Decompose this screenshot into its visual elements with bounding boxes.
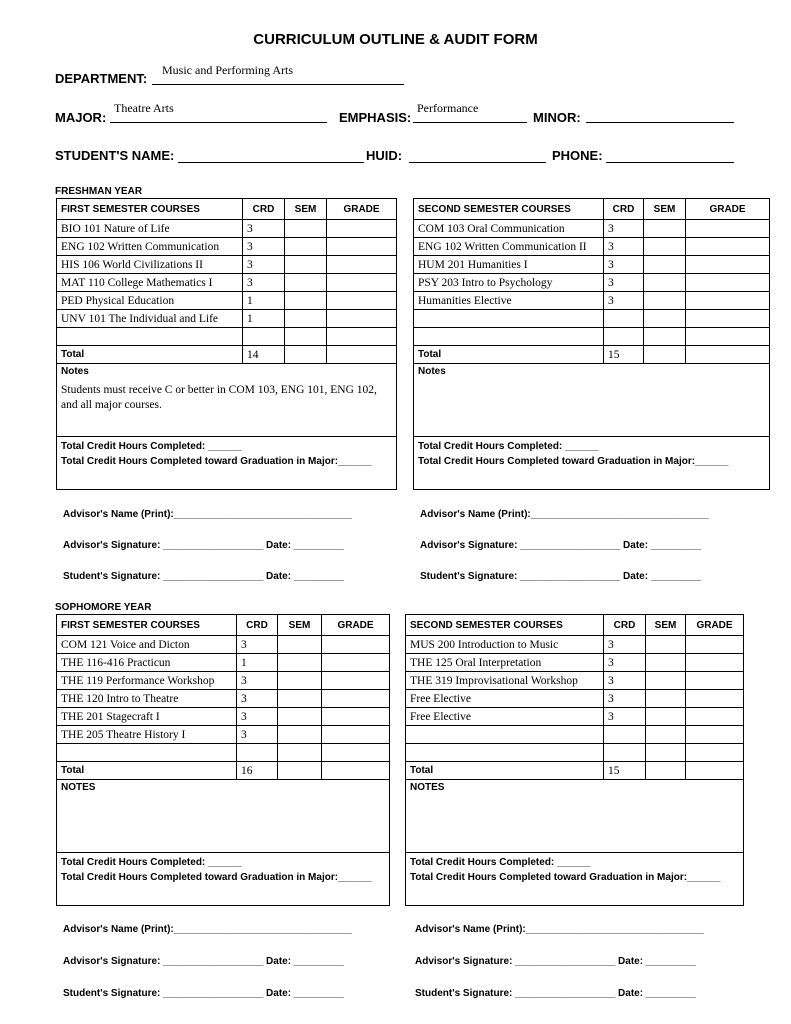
semester-cell[interactable] bbox=[278, 690, 322, 708]
course-name: COM 121 Voice and Dicton bbox=[57, 636, 237, 654]
department-value: Music and Performing Arts bbox=[162, 63, 293, 77]
credit-hours-completed[interactable]: Total Credit Hours Completed: ______ bbox=[418, 441, 599, 452]
semester-cell[interactable] bbox=[644, 328, 686, 346]
emphasis-value: Performance bbox=[417, 101, 479, 115]
semester-cell[interactable] bbox=[278, 744, 322, 762]
course-column-header: FIRST SEMESTER COURSES bbox=[57, 615, 237, 636]
total-grade-cell bbox=[327, 346, 397, 364]
table-row bbox=[414, 238, 770, 256]
course-name: COM 103 Oral Communication bbox=[414, 220, 604, 238]
course-column-header: SECOND SEMESTER COURSES bbox=[406, 615, 604, 636]
credits-cell bbox=[57, 853, 390, 906]
course-credits[interactable] bbox=[604, 328, 644, 346]
grade-cell[interactable] bbox=[686, 292, 770, 310]
total-row bbox=[57, 346, 397, 364]
semester-cell[interactable] bbox=[644, 274, 686, 292]
course-credits: 1 bbox=[243, 310, 285, 328]
advisor-signature-field[interactable]: Advisor's Signature: __________________ Date: _________ bbox=[415, 956, 696, 967]
grade-cell[interactable] bbox=[322, 636, 390, 654]
credit-hours-completed[interactable]: Total Credit Hours Completed: ______ bbox=[61, 857, 242, 868]
table-header-row bbox=[414, 199, 770, 220]
semester-cell[interactable] bbox=[285, 310, 327, 328]
credits-row bbox=[57, 853, 390, 906]
crd-column-header: CRD bbox=[604, 199, 644, 220]
credits-row bbox=[414, 437, 770, 490]
major-label: MAJOR: bbox=[55, 110, 107, 125]
table-row bbox=[57, 238, 397, 256]
credits-row bbox=[406, 853, 744, 906]
course-name: THE 116-416 Practicun bbox=[57, 654, 237, 672]
advisor-name-field[interactable]: Advisor's Name (Print):________________________________ bbox=[415, 924, 704, 935]
credit-hours-major[interactable]: Total Credit Hours Completed toward Graduation in Major:______ bbox=[410, 872, 721, 883]
phone-field[interactable] bbox=[606, 144, 734, 163]
grade-cell[interactable] bbox=[327, 220, 397, 238]
table-row bbox=[406, 708, 744, 726]
grade-cell[interactable] bbox=[686, 220, 770, 238]
course-credits: 3 bbox=[604, 636, 646, 654]
course-credits: 3 bbox=[604, 708, 646, 726]
total-grade-cell bbox=[686, 762, 744, 780]
emphasis-label: EMPHASIS: bbox=[339, 110, 412, 125]
table-row bbox=[406, 654, 744, 672]
sem-column-header: SEM bbox=[285, 199, 327, 220]
course-credits: 3 bbox=[237, 708, 278, 726]
course-credits: 3 bbox=[604, 292, 644, 310]
total-credits: 14 bbox=[243, 346, 285, 364]
total-sem-cell bbox=[646, 762, 686, 780]
sophomore-year-heading: SOPHOMORE YEAR bbox=[55, 602, 152, 613]
grade-column-header: GRADE bbox=[322, 615, 390, 636]
course-credits: 3 bbox=[237, 636, 278, 654]
course-name: Free Elective bbox=[406, 708, 604, 726]
notes-cell[interactable] bbox=[57, 364, 397, 437]
sophomore-first-semester-table bbox=[56, 614, 390, 906]
advisor-name-field[interactable]: Advisor's Name (Print):________________________________ bbox=[63, 509, 352, 520]
course-name: PSY 203 Intro to Psychology bbox=[414, 274, 604, 292]
minor-field[interactable] bbox=[586, 104, 734, 123]
course-credits: 3 bbox=[604, 654, 646, 672]
semester-cell[interactable] bbox=[278, 654, 322, 672]
course-name: Humanities Elective bbox=[414, 292, 604, 310]
sophomore-second-semester-table bbox=[405, 614, 744, 906]
grade-cell[interactable] bbox=[686, 636, 744, 654]
grade-cell[interactable] bbox=[327, 328, 397, 346]
table-row bbox=[57, 220, 397, 238]
semester-cell[interactable] bbox=[644, 238, 686, 256]
semester-cell[interactable] bbox=[646, 708, 686, 726]
major-field[interactable] bbox=[110, 101, 327, 123]
table-row bbox=[414, 256, 770, 274]
grade-cell[interactable] bbox=[686, 690, 744, 708]
total-sem-cell bbox=[644, 346, 686, 364]
notes-row bbox=[414, 364, 770, 437]
minor-label: MINOR: bbox=[533, 110, 581, 125]
table-row bbox=[414, 220, 770, 238]
student-name-label: STUDENT'S NAME: bbox=[55, 148, 175, 163]
course-name: THE 205 Theatre History I bbox=[57, 726, 237, 744]
advisor-signature-field[interactable]: Advisor's Signature: __________________ Date: _________ bbox=[63, 956, 344, 967]
course-name[interactable] bbox=[406, 744, 604, 762]
course-credits: 3 bbox=[243, 220, 285, 238]
course-credits: 1 bbox=[243, 292, 285, 310]
total-row bbox=[57, 762, 390, 780]
semester-cell[interactable] bbox=[278, 672, 322, 690]
table-row bbox=[57, 744, 390, 762]
grade-column-header: GRADE bbox=[327, 199, 397, 220]
course-name: THE 125 Oral Interpretation bbox=[406, 654, 604, 672]
grade-cell[interactable] bbox=[322, 672, 390, 690]
grade-column-header: GRADE bbox=[686, 199, 770, 220]
course-name: ENG 102 Written Communication bbox=[57, 238, 243, 256]
table-row bbox=[414, 328, 770, 346]
course-name: HUM 201 Humanities I bbox=[414, 256, 604, 274]
semester-cell[interactable] bbox=[285, 292, 327, 310]
course-name: THE 201 Stagecraft I bbox=[57, 708, 237, 726]
semester-cell[interactable] bbox=[285, 328, 327, 346]
course-column-header: FIRST SEMESTER COURSES bbox=[57, 199, 243, 220]
course-name: HIS 106 World Civilizations II bbox=[57, 256, 243, 274]
total-label: Total bbox=[57, 346, 243, 364]
credit-hours-completed[interactable]: Total Credit Hours Completed: ______ bbox=[410, 857, 591, 868]
grade-cell[interactable] bbox=[686, 744, 744, 762]
semester-cell[interactable] bbox=[285, 256, 327, 274]
course-credits: 3 bbox=[604, 220, 644, 238]
credit-hours-completed[interactable]: Total Credit Hours Completed: ______ bbox=[61, 441, 242, 452]
course-credits: 3 bbox=[604, 238, 644, 256]
course-name[interactable] bbox=[57, 328, 243, 346]
credits-cell bbox=[406, 853, 744, 906]
total-row bbox=[406, 762, 744, 780]
grade-cell[interactable] bbox=[327, 274, 397, 292]
table-row bbox=[406, 690, 744, 708]
advisor-signature-field[interactable]: Advisor's Signature: __________________ Date: _________ bbox=[420, 540, 701, 551]
credit-hours-major[interactable]: Total Credit Hours Completed toward Graduation in Major:______ bbox=[61, 872, 372, 883]
grade-cell[interactable] bbox=[686, 708, 744, 726]
freshman-year-heading: FRESHMAN YEAR bbox=[55, 186, 143, 197]
student-signature-field[interactable]: Student's Signature: __________________ Date: _________ bbox=[415, 988, 696, 999]
table-header-row bbox=[57, 615, 390, 636]
semester-cell[interactable] bbox=[644, 220, 686, 238]
course-name[interactable] bbox=[414, 328, 604, 346]
form-title: CURRICULUM OUTLINE & AUDIT FORM bbox=[253, 31, 538, 48]
table-row bbox=[57, 726, 390, 744]
notes-row bbox=[406, 780, 744, 853]
semester-cell[interactable] bbox=[644, 256, 686, 274]
grade-cell[interactable] bbox=[686, 328, 770, 346]
course-credits: 3 bbox=[237, 726, 278, 744]
huid-label: HUID: bbox=[366, 148, 403, 163]
course-credits: 3 bbox=[237, 672, 278, 690]
semester-cell[interactable] bbox=[644, 310, 686, 328]
huid-field[interactable] bbox=[409, 144, 546, 163]
course-credits: 3 bbox=[604, 274, 644, 292]
semester-cell[interactable] bbox=[285, 274, 327, 292]
course-credits: 3 bbox=[243, 238, 285, 256]
total-label: Total bbox=[57, 762, 237, 780]
notes-text: Students must receive C or better in COM 103, ENG 101, ENG 102, and all major courses. bbox=[61, 384, 377, 411]
course-name: BIO 101 Nature of Life bbox=[57, 220, 243, 238]
table-row bbox=[57, 708, 390, 726]
student-name-field[interactable] bbox=[178, 144, 364, 163]
course-name[interactable] bbox=[414, 310, 604, 328]
total-label: Total bbox=[406, 762, 604, 780]
grade-cell[interactable] bbox=[327, 256, 397, 274]
grade-cell[interactable] bbox=[686, 256, 770, 274]
total-row bbox=[414, 346, 770, 364]
grade-cell[interactable] bbox=[322, 726, 390, 744]
total-grade-cell bbox=[686, 346, 770, 364]
advisor-signature-field[interactable]: Advisor's Signature: __________________ Date: _________ bbox=[63, 540, 344, 551]
crd-column-header: CRD bbox=[243, 199, 285, 220]
grade-cell[interactable] bbox=[686, 672, 744, 690]
table-row bbox=[57, 672, 390, 690]
table-row bbox=[57, 636, 390, 654]
grade-column-header: GRADE bbox=[686, 615, 744, 636]
course-credits: 3 bbox=[243, 256, 285, 274]
phone-label: PHONE: bbox=[552, 148, 603, 163]
total-credits: 15 bbox=[604, 346, 644, 364]
emphasis-field[interactable] bbox=[413, 101, 527, 123]
semester-cell[interactable] bbox=[285, 220, 327, 238]
crd-column-header: CRD bbox=[604, 615, 646, 636]
course-column-header: SECOND SEMESTER COURSES bbox=[414, 199, 604, 220]
table-header-row bbox=[57, 199, 397, 220]
grade-cell[interactable] bbox=[327, 310, 397, 328]
total-sem-cell bbox=[285, 346, 327, 364]
grade-cell[interactable] bbox=[686, 726, 744, 744]
table-row bbox=[57, 274, 397, 292]
table-row bbox=[57, 292, 397, 310]
semester-cell[interactable] bbox=[646, 726, 686, 744]
credits-cell bbox=[414, 437, 770, 490]
department-field[interactable] bbox=[152, 63, 404, 85]
department-label: DEPARTMENT: bbox=[55, 71, 148, 86]
course-name: THE 120 Intro to Theatre bbox=[57, 690, 237, 708]
course-name[interactable] bbox=[57, 744, 237, 762]
sem-column-header: SEM bbox=[278, 615, 322, 636]
course-credits: 3 bbox=[243, 274, 285, 292]
notes-label: Notes bbox=[418, 366, 446, 377]
course-credits[interactable] bbox=[604, 744, 646, 762]
table-row bbox=[57, 310, 397, 328]
course-credits[interactable] bbox=[604, 726, 646, 744]
course-name: ENG 102 Written Communication II bbox=[414, 238, 604, 256]
semester-cell[interactable] bbox=[646, 744, 686, 762]
notes-row bbox=[57, 364, 397, 437]
credit-hours-major[interactable]: Total Credit Hours Completed toward Graduation in Major:______ bbox=[61, 456, 372, 467]
credits-row bbox=[57, 437, 397, 490]
grade-cell[interactable] bbox=[322, 744, 390, 762]
grade-cell[interactable] bbox=[322, 690, 390, 708]
student-signature-field[interactable]: Student's Signature: __________________ Date: _________ bbox=[63, 571, 344, 582]
advisor-name-field[interactable]: Advisor's Name (Print):________________________________ bbox=[420, 509, 709, 520]
total-sem-cell bbox=[278, 762, 322, 780]
table-header-row bbox=[406, 615, 744, 636]
grade-cell[interactable] bbox=[686, 238, 770, 256]
course-credits: 3 bbox=[604, 672, 646, 690]
course-name: PED Physical Education bbox=[57, 292, 243, 310]
semester-cell[interactable] bbox=[644, 292, 686, 310]
course-name: MUS 200 Introduction to Music bbox=[406, 636, 604, 654]
course-credits: 1 bbox=[237, 654, 278, 672]
total-grade-cell bbox=[322, 762, 390, 780]
notes-label: NOTES bbox=[410, 782, 445, 793]
course-credits: 3 bbox=[604, 690, 646, 708]
advisor-name-field[interactable]: Advisor's Name (Print):________________________________ bbox=[63, 924, 352, 935]
total-credits: 16 bbox=[237, 762, 278, 780]
freshman-second-semester-table bbox=[413, 198, 770, 490]
grade-cell[interactable] bbox=[327, 292, 397, 310]
course-credits[interactable] bbox=[243, 328, 285, 346]
table-row bbox=[414, 292, 770, 310]
table-row bbox=[57, 654, 390, 672]
semester-cell[interactable] bbox=[646, 654, 686, 672]
table-row bbox=[57, 256, 397, 274]
course-name: UNV 101 The Individual and Life bbox=[57, 310, 243, 328]
course-credits[interactable] bbox=[604, 310, 644, 328]
sem-column-header: SEM bbox=[646, 615, 686, 636]
table-row bbox=[406, 744, 744, 762]
total-credits: 15 bbox=[604, 762, 646, 780]
semester-cell[interactable] bbox=[278, 636, 322, 654]
course-credits: 3 bbox=[237, 690, 278, 708]
student-signature-field[interactable]: Student's Signature: __________________ Date: _________ bbox=[63, 988, 344, 999]
course-name: Free Elective bbox=[406, 690, 604, 708]
course-name: THE 319 Improvisational Workshop bbox=[406, 672, 604, 690]
student-signature-field[interactable]: Student's Signature: __________________ Date: _________ bbox=[420, 571, 701, 582]
semester-cell[interactable] bbox=[646, 672, 686, 690]
table-row bbox=[414, 310, 770, 328]
semester-cell[interactable] bbox=[646, 690, 686, 708]
course-name[interactable] bbox=[406, 726, 604, 744]
table-row bbox=[57, 328, 397, 346]
course-credits[interactable] bbox=[237, 744, 278, 762]
grade-cell[interactable] bbox=[322, 654, 390, 672]
semester-cell[interactable] bbox=[285, 238, 327, 256]
total-label: Total bbox=[414, 346, 604, 364]
grade-cell[interactable] bbox=[686, 654, 744, 672]
notes-label: Notes bbox=[61, 366, 89, 377]
semester-cell[interactable] bbox=[278, 726, 322, 744]
course-name: THE 119 Performance Workshop bbox=[57, 672, 237, 690]
semester-cell[interactable] bbox=[278, 708, 322, 726]
grade-cell[interactable] bbox=[686, 274, 770, 292]
notes-label: NOTES bbox=[61, 782, 96, 793]
notes-cell[interactable] bbox=[406, 780, 744, 853]
notes-row bbox=[57, 780, 390, 853]
course-credits: 3 bbox=[604, 256, 644, 274]
semester-cell[interactable] bbox=[646, 636, 686, 654]
table-row bbox=[57, 690, 390, 708]
table-row bbox=[414, 274, 770, 292]
grade-cell[interactable] bbox=[686, 310, 770, 328]
course-name: MAT 110 College Mathematics I bbox=[57, 274, 243, 292]
grade-cell[interactable] bbox=[327, 238, 397, 256]
major-value: Theatre Arts bbox=[114, 101, 174, 115]
freshman-first-semester-table bbox=[56, 198, 397, 490]
grade-cell[interactable] bbox=[322, 708, 390, 726]
notes-cell[interactable] bbox=[414, 364, 770, 437]
crd-column-header: CRD bbox=[237, 615, 278, 636]
table-row bbox=[406, 672, 744, 690]
credits-cell bbox=[57, 437, 397, 490]
notes-cell[interactable] bbox=[57, 780, 390, 853]
table-row bbox=[406, 726, 744, 744]
sem-column-header: SEM bbox=[644, 199, 686, 220]
credit-hours-major[interactable]: Total Credit Hours Completed toward Graduation in Major:______ bbox=[418, 456, 729, 467]
table-row bbox=[406, 636, 744, 654]
